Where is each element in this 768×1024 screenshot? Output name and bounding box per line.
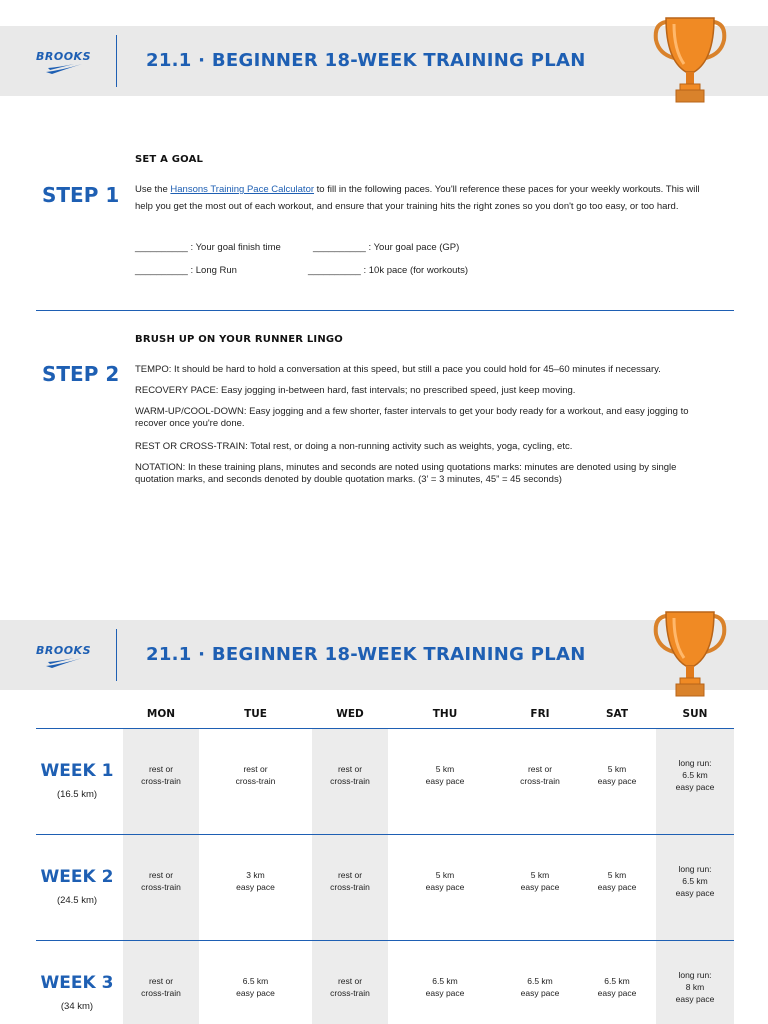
workout-cell-mon bbox=[123, 975, 199, 999]
lingo-warm-up: WARM-UP/COOL-DOWN: Easy jogging and a few shorter, faster intervals to get your body ready for a workout, and easy jogging to recover once you're done. bbox=[135, 406, 689, 429]
step-divider bbox=[36, 310, 734, 311]
workout-line: easy pace bbox=[675, 888, 715, 898]
workout-line: easy pace bbox=[236, 882, 275, 892]
workout-line: 6.5 km bbox=[242, 976, 269, 986]
workout-line: rest or bbox=[527, 764, 553, 774]
week-label: WEEK 3 bbox=[40, 973, 114, 993]
workout-line: easy pace bbox=[597, 882, 637, 892]
step1-text: Use the Hansons Training Pace Calculator to fill in the following paces. You'll reference these paces for your weekly workouts. This will help you get the most out of each workout, and ensure that your training hits the right zones so you don't go too easy, or too hard. bbox=[135, 184, 700, 212]
page-title: 21.1 · BEGINNER 18-WEEK TRAINING PLAN bbox=[146, 50, 586, 71]
workout-line: cross-train bbox=[141, 776, 181, 786]
workout-line: easy pace bbox=[425, 776, 465, 786]
workout-cell-thu bbox=[388, 869, 502, 893]
workout-cell-tue bbox=[199, 869, 312, 893]
workout-line: 6.5 km bbox=[682, 876, 708, 886]
step1-label: STEP 1 bbox=[42, 183, 120, 207]
workout-line: cross-train bbox=[330, 882, 370, 892]
workout-line: 5 km bbox=[435, 764, 455, 774]
workout-line: easy pace bbox=[520, 882, 560, 892]
workout-cell-fri bbox=[502, 763, 578, 787]
lingo-notation: NOTATION: In these training plans, minutes and seconds are noted using quotations marks: minutes are denoted using by single quotation marks, and seconds denoted by double quotation marks. (3’ = 3 minutes, 45” = 45 seconds) bbox=[135, 462, 677, 485]
day-header-fri: FRI bbox=[530, 708, 550, 720]
workout-line: cross-train bbox=[141, 988, 181, 998]
page-title: 21.1 · BEGINNER 18-WEEK TRAINING PLAN bbox=[146, 644, 586, 665]
workout-line: cross-train bbox=[235, 776, 276, 786]
workout-cell-sat bbox=[578, 763, 656, 787]
pace-calculator-link[interactable]: Hansons Training Pace Calculator bbox=[170, 184, 315, 195]
trophy-icon bbox=[652, 608, 728, 702]
workout-cell-sat bbox=[578, 975, 656, 999]
step1-heading: SET A GOAL bbox=[135, 154, 204, 165]
workout-line: easy pace bbox=[675, 782, 715, 792]
workout-cell-mon bbox=[123, 869, 199, 893]
workout-line: 8 km bbox=[685, 982, 705, 992]
workout-cell-wed bbox=[312, 763, 388, 787]
workout-line: easy pace bbox=[236, 988, 275, 998]
workout-line: 6.5 km bbox=[527, 976, 553, 986]
workout-line: cross-train bbox=[330, 776, 370, 786]
header-divider bbox=[116, 629, 117, 681]
brooks-swoosh-icon bbox=[44, 657, 84, 669]
workout-line: 5 km bbox=[607, 764, 627, 774]
header-divider bbox=[116, 35, 117, 87]
workout-line: rest or bbox=[337, 870, 363, 880]
workout-cell-tue bbox=[199, 763, 312, 787]
workout-line: easy pace bbox=[520, 988, 560, 998]
workout-line: cross-train bbox=[520, 776, 560, 786]
day-header-sun: SUN bbox=[682, 708, 708, 720]
brooks-swoosh-icon bbox=[44, 63, 84, 75]
trophy-icon bbox=[652, 14, 728, 108]
workout-cell-mon bbox=[123, 763, 199, 787]
workout-line: rest or bbox=[148, 764, 174, 774]
workout-cell-fri bbox=[502, 975, 578, 999]
workout-cell-sun bbox=[656, 757, 734, 793]
lingo-rest: REST OR CROSS-TRAIN: Total rest, or doing a non-running activity such as weights, yoga, cycling, etc. bbox=[135, 441, 573, 452]
workout-line: easy pace bbox=[597, 988, 637, 998]
lingo-tempo: TEMPO: It should be hard to hold a conversation at this speed, but still a pace you could hold for 45–60 minutes if necessary. bbox=[135, 364, 661, 375]
workout-line: easy pace bbox=[597, 776, 637, 786]
step2-heading: BRUSH UP ON YOUR RUNNER LINGO bbox=[135, 334, 344, 345]
workout-line: rest or bbox=[243, 764, 268, 774]
workout-cell-wed bbox=[312, 975, 388, 999]
long-run-field: __________ : Long Run bbox=[135, 265, 237, 276]
workout-cell-sun bbox=[656, 863, 734, 899]
workout-line: 6.5 km bbox=[604, 976, 630, 986]
10k-pace-field: __________ : 10k pace (for workouts) bbox=[308, 265, 469, 276]
workout-line: 5 km bbox=[435, 870, 455, 880]
week-total-distance: (24.5 km) bbox=[56, 895, 98, 906]
workout-line: 5 km bbox=[607, 870, 627, 880]
lingo-recovery-pace: RECOVERY PACE: Easy jogging in-between hard, fast intervals; no prescribed speed, just keep moving. bbox=[135, 385, 576, 396]
brooks-logo: BROOKS bbox=[36, 644, 92, 657]
workout-cell-thu bbox=[388, 763, 502, 787]
week-total-distance: (34 km) bbox=[60, 1001, 94, 1012]
workout-cell-sun bbox=[656, 969, 734, 1005]
week-total-distance: (16.5 km) bbox=[56, 789, 98, 800]
day-header-thu: THU bbox=[432, 708, 458, 720]
workout-cell-thu bbox=[388, 975, 502, 999]
workout-line: 5 km bbox=[530, 870, 550, 880]
workout-line: rest or bbox=[148, 870, 174, 880]
step2-label: STEP 2 bbox=[42, 362, 120, 386]
workout-line: long run: bbox=[678, 864, 712, 874]
workout-line: 6.5 km bbox=[432, 976, 458, 986]
goal-finish-time-field: __________ : Your goal finish time bbox=[135, 242, 281, 253]
workout-cell-sat bbox=[578, 869, 656, 893]
workout-cell-tue bbox=[199, 975, 312, 999]
workout-line: easy pace bbox=[675, 994, 715, 1004]
day-header-wed: WED bbox=[336, 708, 364, 720]
workout-line: cross-train bbox=[141, 882, 181, 892]
workout-line: rest or bbox=[337, 976, 363, 986]
day-header-tue: TUE bbox=[244, 708, 267, 720]
workout-cell-fri bbox=[502, 869, 578, 893]
table-row-divider bbox=[36, 728, 734, 729]
workout-cell-wed bbox=[312, 869, 388, 893]
workout-line: long run: bbox=[678, 970, 712, 980]
week-label: WEEK 1 bbox=[40, 761, 114, 781]
workout-line: easy pace bbox=[425, 882, 465, 892]
table-row-divider bbox=[36, 940, 734, 941]
day-header-sat: SAT bbox=[605, 708, 629, 720]
workout-line: rest or bbox=[148, 976, 174, 986]
brooks-logo: BROOKS bbox=[36, 50, 92, 63]
workout-line: cross-train bbox=[330, 988, 370, 998]
goal-pace-field: __________ : Your goal pace (GP) bbox=[313, 242, 460, 253]
workout-line: rest or bbox=[337, 764, 363, 774]
workout-line: easy pace bbox=[425, 988, 465, 998]
workout-line: 3 km bbox=[246, 870, 265, 880]
day-header-mon: MON bbox=[146, 708, 176, 720]
week-label: WEEK 2 bbox=[40, 867, 114, 887]
workout-line: long run: bbox=[678, 758, 712, 768]
workout-line: 6.5 km bbox=[682, 770, 708, 780]
table-row-divider bbox=[36, 834, 734, 835]
